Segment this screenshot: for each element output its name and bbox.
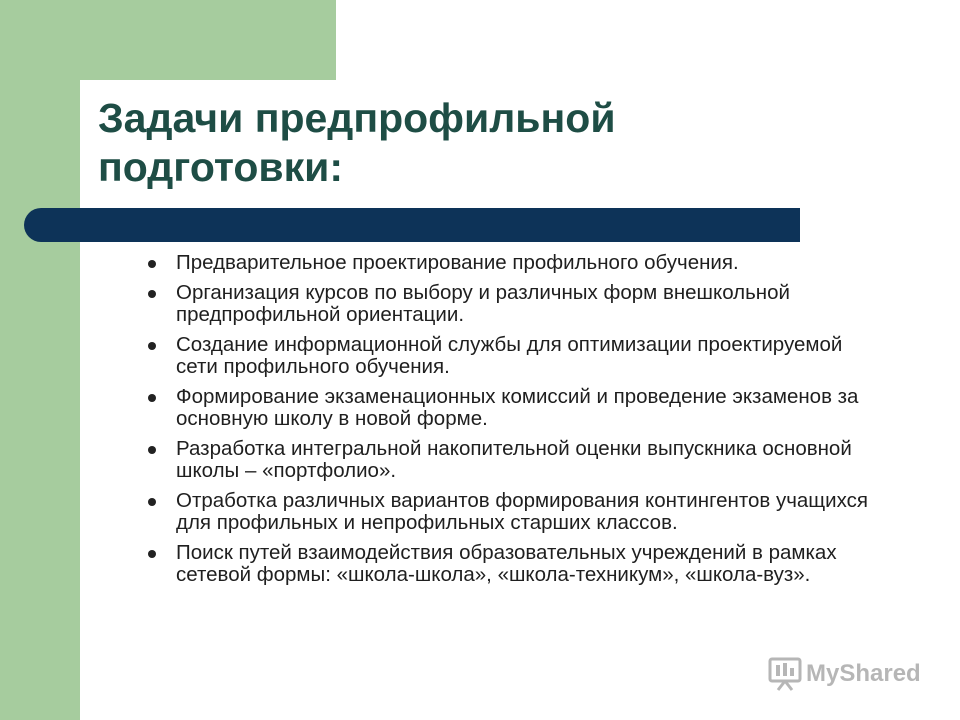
bullet-item	[148, 334, 888, 378]
bullet-list	[148, 252, 888, 594]
bullet-dot-icon	[148, 394, 156, 402]
title-line-2: подготовки:	[98, 144, 344, 190]
bullet-item	[148, 490, 888, 534]
bullet-dot-icon	[148, 260, 156, 268]
presentation-board-icon	[768, 656, 802, 692]
left-green-strip	[0, 0, 80, 720]
bullet-item	[148, 386, 888, 430]
bullet-dot-icon	[148, 498, 156, 506]
watermark-text: MyShared	[806, 660, 921, 687]
bullet-item	[148, 438, 888, 482]
myshared-watermark	[768, 656, 921, 692]
bullet-item	[148, 542, 888, 586]
bullet-text: Создание информационной службы для оптимизации проектируемой сети профильного обучения.	[176, 333, 843, 378]
bullet-text: Разработка интегральной накопительной оценки выпускника основной школы – «портфолио».	[176, 437, 852, 482]
bullet-text: Отработка различных вариантов формирования контингентов учащихся для профильных и непрофильных старших классов.	[176, 489, 868, 534]
bullet-item	[148, 252, 888, 274]
slide-title	[98, 94, 778, 192]
bullet-text: Формирование экзаменационных комиссий и проведение экзаменов за основную школу в новой форме.	[176, 385, 859, 430]
title-divider-bar	[24, 208, 800, 242]
bullet-dot-icon	[148, 342, 156, 350]
bullet-dot-icon	[148, 550, 156, 558]
bullet-text: Поиск путей взаимодействия образовательных учреждений в рамках сетевой формы: «школа-школа», «школа-техникум», «школа-вуз».	[176, 541, 837, 586]
bullet-dot-icon	[148, 446, 156, 454]
bullet-dot-icon	[148, 290, 156, 298]
title-line-1: Задачи предпрофильной	[98, 95, 616, 141]
bullet-item	[148, 282, 888, 326]
top-green-block	[80, 0, 336, 80]
bullet-text: Предварительное проектирование профильного обучения.	[176, 251, 739, 274]
bullet-text: Организация курсов по выбору и различных форм внешкольной предпрофильной ориентации.	[176, 281, 790, 326]
